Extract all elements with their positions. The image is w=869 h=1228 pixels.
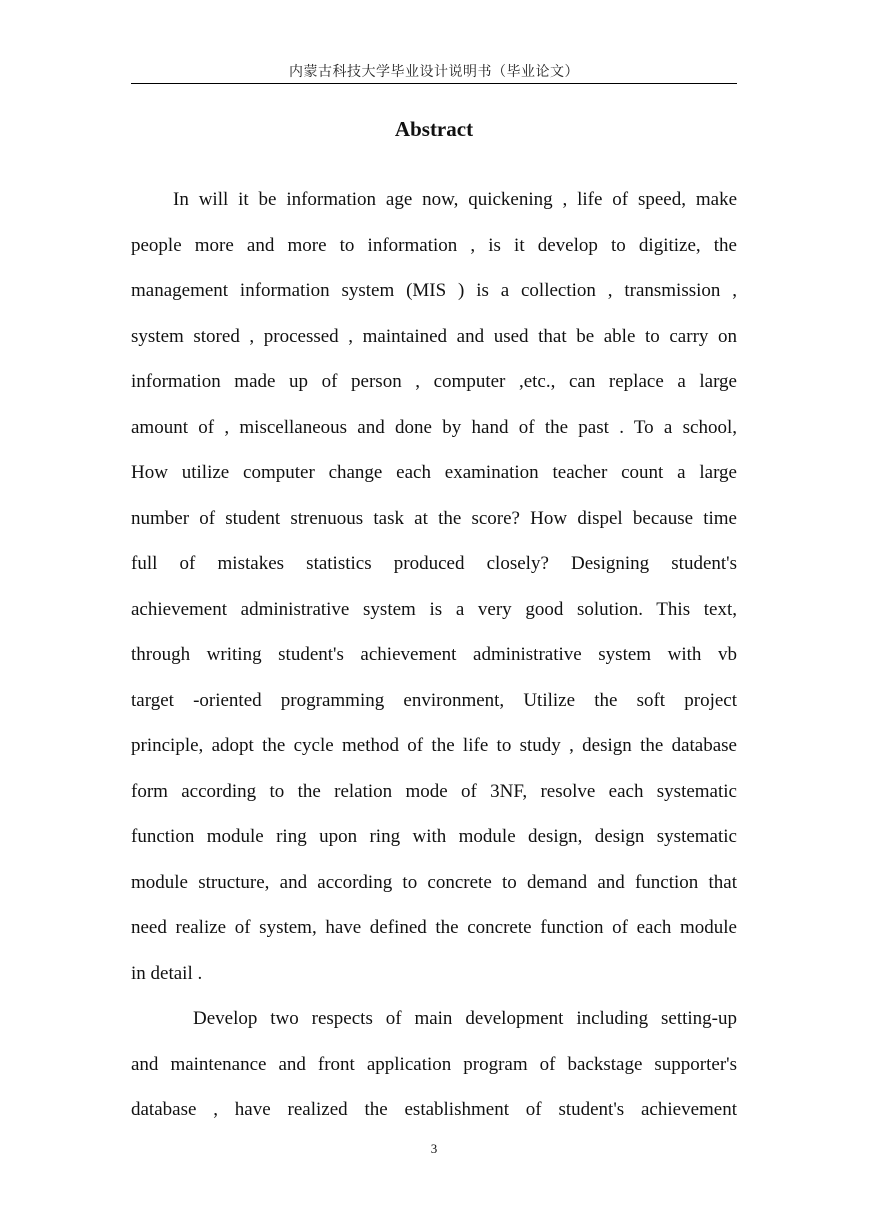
paragraph-line: information made up of person , computer ,etc., can replace a large — [131, 371, 737, 392]
paragraph-line: Develop two respects of main development including setting-up — [193, 1008, 737, 1029]
running-header: 内蒙古科技大学毕业设计说明书（毕业论文） — [289, 64, 579, 80]
paragraph-line: principle, adopt the cycle method of the life to study , design the database — [131, 735, 737, 756]
paragraph-line: form according to the relation mode of 3NF, resolve each systematic — [131, 781, 737, 802]
paragraph-line: full of mistakes statistics produced closely? Designing student's — [131, 553, 737, 574]
paragraph-line: and maintenance and front application program of backstage supporter's — [131, 1054, 737, 1075]
paragraph-line: achievement administrative system is a very good solution. This text, — [131, 599, 737, 620]
paragraph-line: through writing student's achievement administrative system with vb — [131, 644, 737, 665]
header-rule — [131, 83, 737, 84]
paragraph-line: target -oriented programming environment, Utilize the soft project — [131, 690, 737, 711]
paragraph-line: module structure, and according to concrete to demand and function that — [131, 872, 737, 893]
page-number: 3 — [430, 1141, 438, 1156]
paragraph-line: in detail . — [131, 963, 203, 984]
paragraph-line: In will it be information age now, quickening , life of speed, make — [173, 189, 737, 210]
paragraph-line: How utilize computer change each examination teacher count a large — [131, 462, 737, 483]
paragraph-line: database , have realized the establishment of student's achievement — [131, 1099, 737, 1120]
paragraph-line: need realize of system, have defined the concrete function of each module — [131, 917, 737, 938]
paragraph-line: number of student strenuous task at the score? How dispel because time — [131, 508, 737, 529]
abstract-title: Abstract — [394, 117, 474, 141]
paragraph-line: function module ring upon ring with module design, design systematic — [131, 826, 737, 847]
paragraph-line: system stored , processed , maintained and used that be able to carry on — [131, 326, 737, 347]
paragraph-line: management information system (MIS ) is a collection , transmission , — [131, 280, 737, 301]
paragraph-line: people more and more to information , is it develop to digitize, the — [131, 235, 737, 256]
paragraph-line: amount of , miscellaneous and done by hand of the past . To a school, — [131, 417, 737, 438]
